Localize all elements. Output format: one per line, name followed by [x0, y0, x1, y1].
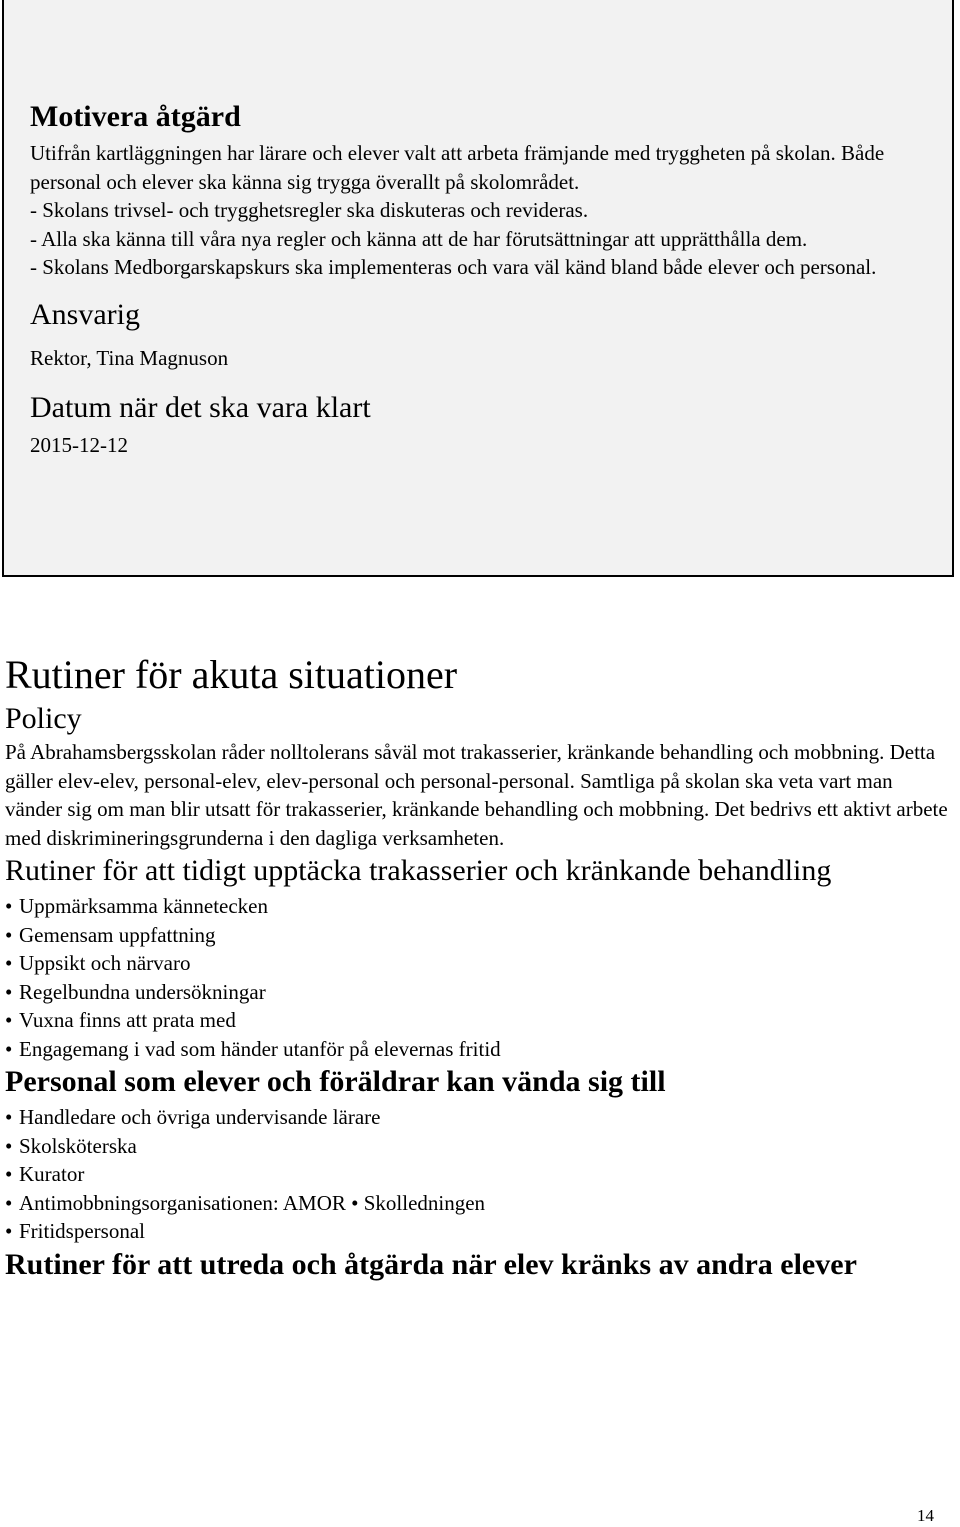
- ansvarig-value: Rektor, Tina Magnuson: [30, 345, 229, 370]
- motivera-line-4: - Skolans Medborgarskapskurs ska implementeras och vara väl känd bland både elever och personal.: [30, 255, 877, 279]
- datum-heading: Datum när det ska vara klart: [30, 391, 371, 424]
- motivera-heading: Motivera åtgärd: [30, 100, 241, 133]
- datum-value: 2015-12-12: [30, 433, 128, 457]
- policy-text: På Abrahamsbergsskolan råder nolltolerans såväl mot trakasserier, kränkande behandling och mobbning. Detta gäller elev-elev, personal-elev, elev-personal och personal-personal. Samtliga på skolan ska veta vart man vänder sig om man blir utsatt för trakasserier, kränkande behandling och mobbning. Det bedrivs ett aktivt arbete med diskrimineringsgrunderna i den dagliga verksamheten.: [5, 740, 948, 850]
- list-item: • Fritidspersonal: [5, 1217, 950, 1246]
- upptacka-list: [5, 892, 950, 1063]
- list-item: • Engagemang i vad som händer utanför på elevernas fritid: [5, 1035, 950, 1064]
- list-item: • Gemensam uppfattning: [5, 921, 950, 950]
- list-item: • Skolsköterska: [5, 1132, 950, 1161]
- action-box: [2, 0, 954, 577]
- list-item: • Kurator: [5, 1160, 950, 1189]
- motivera-line-3: - Alla ska känna till våra nya regler och känna att de har förutsättningar att upprätthålla dem.: [30, 226, 808, 251]
- list-item: • Regelbundna undersökningar: [5, 978, 950, 1007]
- personal-heading: Personal som elever och föräldrar kan vända sig till: [5, 1065, 666, 1098]
- motivera-line-2: - Skolans trivsel- och trygghetsregler ska diskuteras och revideras.: [30, 198, 589, 222]
- main-content: [5, 650, 950, 1284]
- action-box-content: [30, 96, 940, 460]
- list-item: • Uppmärksamma kännetecken: [5, 892, 950, 921]
- page-number: 14: [917, 1506, 934, 1525]
- list-item: • Vuxna finns att prata med: [5, 1006, 950, 1035]
- ansvarig-heading: Ansvarig: [30, 297, 140, 331]
- list-item: • Uppsikt och närvaro: [5, 949, 950, 978]
- list-item: • Handledare och övriga undervisande lärare: [5, 1103, 950, 1132]
- list-item: • Antimobbningsorganisationen: AMOR • Skolledningen: [5, 1189, 950, 1218]
- motivera-line-1: Utifrån kartläggningen har lärare och elever valt att arbeta främjande med tryggheten på skolan. Både personal och elever ska känna sig trygga överallt på skolområdet.: [30, 141, 885, 194]
- personal-list: [5, 1103, 950, 1246]
- policy-heading: Policy: [5, 702, 82, 735]
- utreda-heading: Rutiner för att utreda och åtgärda när elev kränks av andra elever: [5, 1247, 857, 1281]
- upptacka-heading: Rutiner för att tidigt upptäcka trakasserier och kränkande behandling: [5, 854, 832, 887]
- page-title: Rutiner för akuta situationer: [5, 652, 458, 697]
